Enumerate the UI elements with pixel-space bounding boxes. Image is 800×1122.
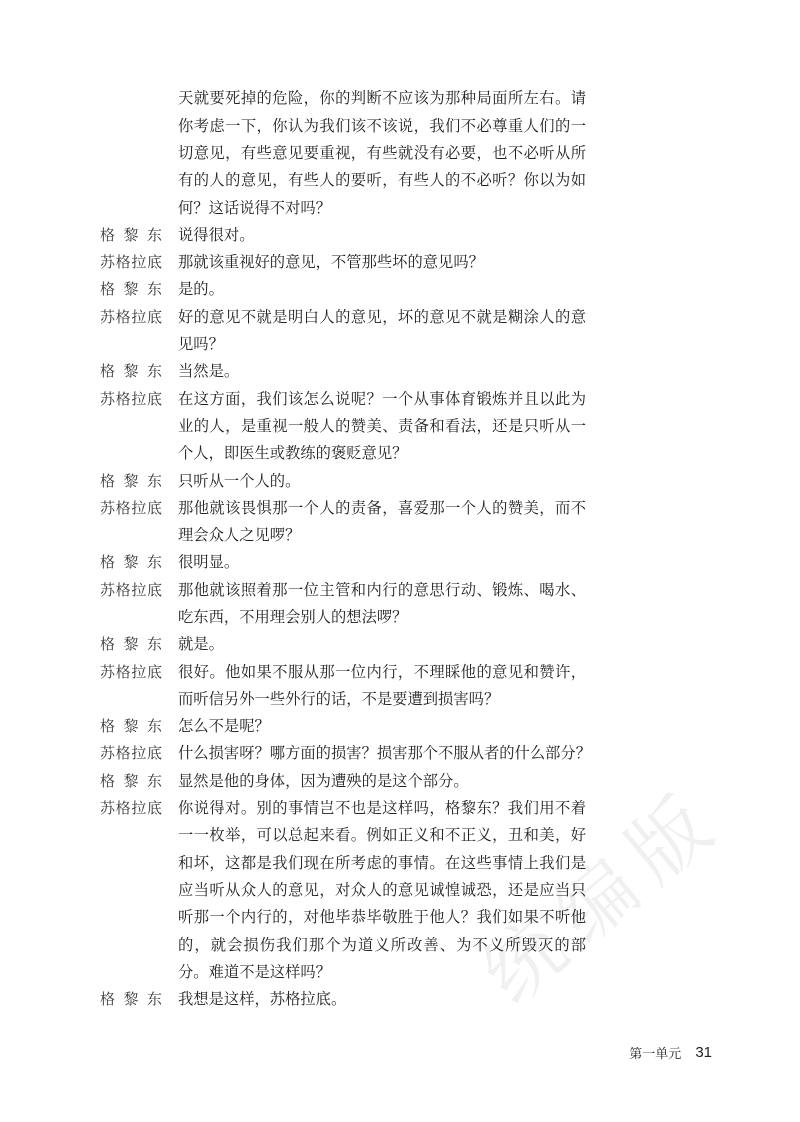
dialogue-turn bbox=[100, 249, 600, 276]
speech bbox=[178, 986, 586, 1013]
dialogue-turn bbox=[100, 386, 600, 468]
speech-line: 只听从一个人的。 bbox=[178, 471, 301, 490]
dialogue-block bbox=[100, 85, 600, 1013]
dialogue-turn bbox=[100, 986, 600, 1013]
speech bbox=[178, 468, 586, 495]
speaker-label: 苏格拉底 bbox=[100, 744, 162, 763]
dialogue-turn bbox=[100, 713, 600, 740]
speech-line: 就是。 bbox=[178, 635, 224, 654]
page-number: 31 bbox=[695, 1043, 712, 1061]
speech bbox=[178, 495, 586, 550]
speech-line: 在这方面，我们该怎么说呢？一个从事体育锻炼并且以此为 bbox=[178, 389, 586, 408]
speech-line: 的，就会损伤我们那个为道义所改善、为不义所毁灭的部 bbox=[178, 935, 586, 954]
speech bbox=[178, 304, 586, 359]
speech-line: 什么损害呀？哪方面的损害？损害那个不服从者的什么部分？ bbox=[178, 744, 592, 763]
speech-line: 分。难道不是这样吗？ bbox=[178, 962, 331, 981]
speech-line: 个人，即医生或教练的褒贬意见？ bbox=[178, 444, 408, 463]
speech bbox=[178, 85, 586, 221]
speaker-label: 格 黎 东 bbox=[100, 635, 162, 654]
speech-line: 一一枚举，可以总起来看。例如正义和不正义，丑和美，好 bbox=[178, 826, 586, 845]
speech bbox=[178, 768, 586, 795]
speech-line: 切意见，有些意见要重视，有些就没有必要，也不必听从所 bbox=[178, 143, 586, 162]
speaker-label: 苏格拉底 bbox=[100, 389, 162, 408]
speech-line: 而听信另外一些外行的话，不是要遭到损害吗？ bbox=[178, 689, 500, 708]
speech-line: 见吗？ bbox=[178, 335, 224, 354]
speaker-label: 苏格拉底 bbox=[100, 662, 162, 681]
speech bbox=[178, 549, 586, 576]
dialogue-turn bbox=[100, 795, 600, 986]
speech-line: 好的意见不就是明白人的意见，坏的意见不就是糊涂人的意 bbox=[178, 307, 586, 326]
dialogue-turn bbox=[100, 358, 600, 385]
page-footer bbox=[629, 1040, 712, 1064]
speech bbox=[178, 659, 586, 714]
dialogue-turn bbox=[100, 577, 600, 632]
speech-line: 天就要死掉的危险，你的判断不应该为那种局面所左右。请 bbox=[178, 89, 586, 108]
speaker-label: 格 黎 东 bbox=[100, 362, 162, 381]
speaker-label: 格 黎 东 bbox=[100, 280, 162, 299]
speech-line: 业的人，是重视一般人的赞美、责备和看法，还是只听从一 bbox=[178, 416, 586, 435]
dialogue-turn bbox=[100, 549, 600, 576]
speech bbox=[178, 276, 586, 303]
dialogue-turn bbox=[100, 631, 600, 658]
dialogue-turn bbox=[100, 468, 600, 495]
speech bbox=[178, 249, 586, 276]
dialogue-turn bbox=[100, 304, 600, 359]
speaker-label: 格 黎 东 bbox=[100, 553, 162, 572]
dialogue-turn bbox=[100, 495, 600, 550]
speaker-label: 格 黎 东 bbox=[100, 717, 162, 736]
speech bbox=[178, 386, 586, 468]
dialogue-turn bbox=[100, 768, 600, 795]
speaker-label: 苏格拉底 bbox=[100, 253, 162, 272]
speaker-label: 苏格拉底 bbox=[100, 498, 162, 517]
dialogue-turn bbox=[100, 85, 600, 221]
speech bbox=[178, 358, 586, 385]
speech-line: 有的人的意见，有些人的要听，有些人的不必听？你以为如 bbox=[178, 171, 586, 190]
unit-label: 第一单元 bbox=[629, 1046, 682, 1062]
speech bbox=[178, 222, 586, 249]
dialogue-turn bbox=[100, 659, 600, 714]
speech bbox=[178, 740, 592, 767]
speech-line: 很明显。 bbox=[178, 553, 240, 572]
speech bbox=[178, 631, 586, 658]
speech bbox=[178, 795, 586, 986]
speech-line: 听那一个内行的，对他毕恭毕敬胜于他人？我们如果不听他 bbox=[178, 908, 586, 927]
speech-line: 当然是。 bbox=[178, 362, 240, 381]
dialogue-turn bbox=[100, 222, 600, 249]
speaker-label: 苏格拉底 bbox=[100, 580, 162, 599]
speaker-label: 苏格拉底 bbox=[100, 307, 162, 326]
speech-line: 吃东西，不用理会别人的想法啰？ bbox=[178, 607, 408, 626]
speech bbox=[178, 713, 586, 740]
speaker-label: 格 黎 东 bbox=[100, 225, 162, 244]
speech-line: 显然是他的身体，因为遭殃的是这个部分。 bbox=[178, 771, 469, 790]
watermark: 统编版 bbox=[466, 771, 741, 1022]
speech-line: 怎么不是呢？ bbox=[178, 717, 270, 736]
dialogue-turn bbox=[100, 276, 600, 303]
speech bbox=[178, 577, 586, 632]
speech-line: 和坏，这都是我们现在所考虑的事情。在这些事情上我们是 bbox=[178, 853, 586, 872]
speech-line: 你考虑一下，你认为我们该不该说，我们不必尊重人们的一 bbox=[178, 116, 586, 135]
speech-line: 应当听从众人的意见，对众人的意见诚惶诚恐，还是应当只 bbox=[178, 880, 586, 899]
speech-line: 那就该重视好的意见，不管那些坏的意见吗？ bbox=[178, 253, 484, 272]
speech-line: 我想是这样，苏格拉底。 bbox=[178, 990, 347, 1009]
speech-line: 那他就该畏惧那一个人的责备，喜爱那一个人的赞美，而不 bbox=[178, 498, 586, 517]
dialogue-turn bbox=[100, 740, 600, 767]
speaker-label: 格 黎 东 bbox=[100, 471, 162, 490]
speaker-label: 格 黎 东 bbox=[100, 771, 162, 790]
speech-line: 说得很对。 bbox=[178, 225, 255, 244]
speech-line: 是的。 bbox=[178, 280, 224, 299]
speech-line: 理会众人之见啰？ bbox=[178, 526, 301, 545]
speech-line: 你说得对。别的事情岂不也是这样吗，格黎东？我们用不着 bbox=[178, 799, 586, 818]
speech-line: 很好。他如果不服从那一位内行，不理睬他的意见和赞许， bbox=[178, 662, 586, 681]
speech-line: 何？这话说得不对吗？ bbox=[178, 198, 331, 217]
speech-line: 那他就该照着那一位主管和内行的意思行动、锻炼、喝水、 bbox=[178, 580, 586, 599]
speaker-label: 苏格拉底 bbox=[100, 799, 162, 818]
speaker-label: 格 黎 东 bbox=[100, 990, 162, 1009]
